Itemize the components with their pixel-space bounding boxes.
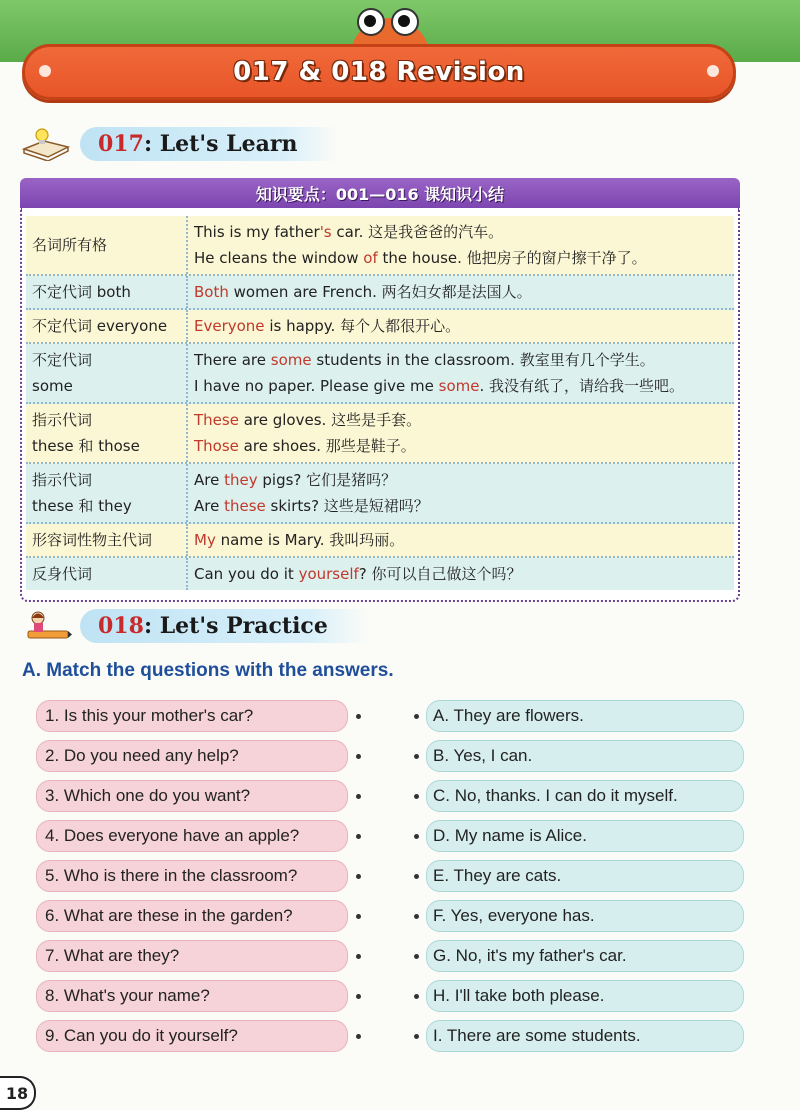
knowledge-row [26,216,734,276]
category-label: 形容词性物主代词 [32,531,153,549]
example-line [194,433,728,459]
question-item[interactable]: 5. Who is there in the classroom? [36,860,348,892]
category-label: 不定代词 both [32,283,131,301]
answer-item[interactable]: A. They are flowers. [426,700,744,732]
example-text: women are French. 两名妇女都是法国人。 [228,283,532,301]
banner-nail-left [39,65,51,77]
example-line [194,313,728,339]
question-match-dot[interactable] [356,834,361,839]
knowledge-row [26,404,734,464]
example-text: . 我没有纸了，请给我一些吧。 [479,377,685,395]
category-label: 指示代词 [32,471,93,489]
example-sentences [188,404,734,462]
question-match-dot[interactable] [356,794,361,799]
category-label: some [32,377,73,395]
knowledge-row [26,524,734,558]
example-text: Are [194,471,225,489]
category-label: 名词所有格 [32,236,108,254]
example-sentences [188,344,734,402]
highlighted-word: these [224,497,266,515]
example-sentences [188,276,734,308]
page-title: 017 & 018 Revision [233,57,525,87]
answer-match-dot[interactable] [414,714,419,719]
example-line [194,561,728,587]
example-line [194,493,728,519]
example-text: skirts? 这些是短裙吗？ [265,497,429,515]
answer-match-dot[interactable] [414,1034,419,1039]
answer-match-dot[interactable] [414,914,419,919]
example-sentences [188,524,734,556]
example-text: ? 你可以自己做这个吗？ [358,565,522,583]
category-label: 反身代词 [32,565,93,583]
knowledge-row [26,310,734,344]
practice-section-number: 018 [98,613,144,639]
answer-item[interactable]: B. Yes, I can. [426,740,744,772]
exercise-instruction: A. Match the questions with the answers. [22,660,394,681]
example-text: car. 这是我爸爸的汽车。 [331,223,504,241]
grammar-category [26,310,188,342]
book-lightbulb-icon [20,127,72,161]
highlighted-word: some [270,351,312,369]
highlighted-word: yourself [298,565,359,583]
highlighted-word: My [194,531,216,549]
question-item[interactable]: 7. What are they? [36,940,348,972]
question-match-dot[interactable] [356,874,361,879]
example-line [194,245,728,271]
answer-item[interactable]: I. There are some students. [426,1020,744,1052]
learn-section-title: : Let's Learn [143,131,298,157]
question-item[interactable]: 4. Does everyone have an apple? [36,820,348,852]
practice-section-heading [20,608,368,644]
question-item[interactable]: 6. What are these in the garden? [36,900,348,932]
highlighted-word: of [363,249,378,267]
learn-heading-pill [80,127,337,161]
knowledge-table-header: 知识要点：001—016 课知识小结 [20,178,740,208]
example-text: are gloves. 这些是手套。 [238,411,422,429]
category-label: these 和 they [32,497,132,515]
girl-pencil-icon [20,609,72,643]
knowledge-row [26,276,734,310]
example-text: the house. 他把房子的窗户擦干净了。 [377,249,647,267]
grammar-category [26,344,188,402]
question-match-dot[interactable] [356,954,361,959]
example-line [194,347,728,373]
question-item[interactable]: 3. Which one do you want? [36,780,348,812]
knowledge-row [26,558,734,590]
highlighted-word: some [438,377,480,395]
grammar-category [26,524,188,556]
category-label: 不定代词 everyone [32,317,168,335]
highlighted-word: Both [194,283,229,301]
highlighted-word: Those [194,437,239,455]
example-line [194,279,728,305]
grammar-category [26,404,188,462]
example-text: This is my father [194,223,320,241]
practice-section-title: : Let's Practice [143,613,328,639]
grammar-category [26,276,188,308]
answer-match-dot[interactable] [414,834,419,839]
example-text: pigs? 它们是猪吗？ [257,471,397,489]
question-item[interactable]: 8. What's your name? [36,980,348,1012]
answer-list [426,700,744,1060]
question-match-dot[interactable] [356,714,361,719]
answer-item[interactable]: F. Yes, everyone has. [426,900,744,932]
example-text: name is Mary. 我叫玛丽。 [215,531,405,549]
learn-section-number: 017 [98,131,144,157]
answer-item[interactable]: D. My name is Alice. [426,820,744,852]
example-text: is happy. 每个人都很开心。 [264,317,461,335]
example-sentences [188,558,734,590]
example-line [194,527,728,553]
banner-nail-right [707,65,719,77]
category-label: 指示代词 [32,411,93,429]
example-sentences [188,310,734,342]
example-text: He cleans the window [194,249,364,267]
grammar-category [26,216,188,274]
highlighted-word: Everyone [194,317,265,335]
highlighted-word: These [194,411,239,429]
grammar-category [26,558,188,590]
question-match-dot[interactable] [356,1034,361,1039]
highlighted-word: 's [319,223,332,241]
answer-match-dot[interactable] [414,754,419,759]
answer-item[interactable]: C. No, thanks. I can do it myself. [426,780,744,812]
answer-item[interactable]: E. They are cats. [426,860,744,892]
example-line [194,467,728,493]
grammar-category [26,464,188,522]
answer-match-dot[interactable] [414,794,419,799]
answer-item[interactable]: G. No, it's my father's car. [426,940,744,972]
question-match-dot[interactable] [356,994,361,999]
knowledge-summary-table [20,178,740,583]
question-match-dot[interactable] [356,754,361,759]
question-match-dot[interactable] [356,914,361,919]
question-list [36,700,356,1060]
answer-match-dot[interactable] [414,874,419,879]
knowledge-table-body [20,208,740,602]
page-number: 18 [0,1076,36,1110]
example-sentences [188,464,734,522]
answer-item[interactable]: H. I'll take both please. [426,980,744,1012]
knowledge-row [26,464,734,524]
answer-match-dot[interactable] [414,954,419,959]
knowledge-row [26,344,734,404]
category-label: these 和 those [32,437,140,455]
question-item[interactable]: 9. Can you do it yourself? [36,1020,348,1052]
example-sentences [188,216,734,274]
example-text: are shoes. 那些是鞋子。 [238,437,416,455]
example-text: Can you do it [194,565,299,583]
example-text: There are [194,351,271,369]
highlighted-word: they [224,471,258,489]
practice-heading-pill [80,609,368,643]
learn-section-heading [20,126,337,162]
example-text: I have no paper. Please give me [194,377,439,395]
category-label: 不定代词 [32,351,93,369]
title-banner [22,44,736,100]
example-line [194,373,728,399]
question-item[interactable]: 2. Do you need any help? [36,740,348,772]
example-text: students in the classroom. 教室里有几个学生。 [311,351,655,369]
example-text: Are [194,497,225,515]
example-line [194,407,728,433]
example-line [194,219,728,245]
answer-match-dot[interactable] [414,994,419,999]
question-item[interactable]: 1. Is this your mother's car? [36,700,348,732]
